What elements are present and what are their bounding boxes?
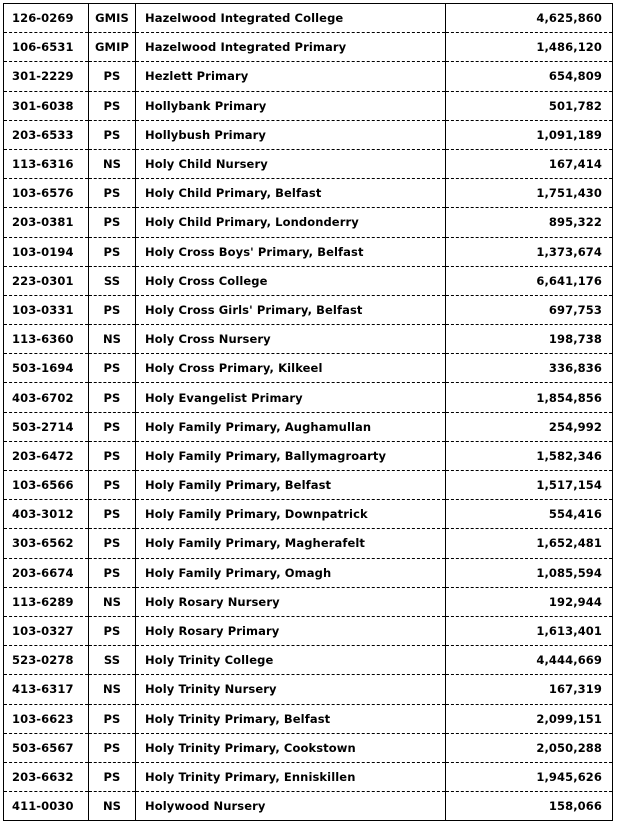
funding-amount-cell: 167,414: [446, 149, 613, 178]
funding-amount-cell: 2,099,151: [446, 704, 613, 733]
school-reference-cell: 301-6038: [4, 91, 89, 120]
school-reference-cell: 503-6567: [4, 733, 89, 762]
school-reference-cell: 203-6533: [4, 120, 89, 149]
funding-amount-cell: 1,085,594: [446, 558, 613, 587]
table-row: [4, 471, 613, 500]
school-name-cell: Holy Cross Boys' Primary, Belfast: [136, 237, 446, 266]
school-reference-cell: 403-3012: [4, 500, 89, 529]
table-row: [4, 179, 613, 208]
table-row: [4, 558, 613, 587]
table-row: [4, 587, 613, 616]
school-reference-cell: 106-6531: [4, 33, 89, 62]
school-type-cell: NS: [89, 587, 136, 616]
school-reference-cell: 301-2229: [4, 62, 89, 91]
school-name-cell: Holy Trinity Primary, Cookstown: [136, 733, 446, 762]
school-reference-cell: 113-6289: [4, 587, 89, 616]
school-reference-cell: 203-6674: [4, 558, 89, 587]
table-row: [4, 266, 613, 295]
school-reference-cell: 103-6623: [4, 704, 89, 733]
school-type-cell: PS: [89, 120, 136, 149]
school-type-cell: PS: [89, 471, 136, 500]
school-type-cell: SS: [89, 646, 136, 675]
table-row: [4, 4, 613, 33]
school-name-cell: Holy Trinity Primary, Enniskillen: [136, 762, 446, 791]
table-row: [4, 237, 613, 266]
school-name-cell: Holy Cross College: [136, 266, 446, 295]
funding-amount-cell: 1,091,189: [446, 120, 613, 149]
funding-amount-cell: 1,613,401: [446, 616, 613, 645]
school-reference-cell: 203-0381: [4, 208, 89, 237]
table-row: [4, 354, 613, 383]
funding-amount-cell: 654,809: [446, 62, 613, 91]
funding-amount-cell: 2,050,288: [446, 733, 613, 762]
school-name-cell: Holy Child Primary, Londonderry: [136, 208, 446, 237]
funding-amount-cell: 1,945,626: [446, 762, 613, 791]
table-row: [4, 91, 613, 120]
school-type-cell: GMIP: [89, 33, 136, 62]
table-row: [4, 762, 613, 791]
school-name-cell: Hollybush Primary: [136, 120, 446, 149]
funding-amount-cell: 254,992: [446, 412, 613, 441]
school-type-cell: NS: [89, 792, 136, 821]
table-body: [4, 4, 613, 821]
table-row: [4, 120, 613, 149]
table-row: [4, 412, 613, 441]
school-reference-cell: 523-0278: [4, 646, 89, 675]
school-name-cell: Holy Child Primary, Belfast: [136, 179, 446, 208]
school-name-cell: Holy Trinity College: [136, 646, 446, 675]
school-reference-cell: 203-6632: [4, 762, 89, 791]
table-row: [4, 792, 613, 821]
school-type-cell: PS: [89, 237, 136, 266]
school-reference-cell: 223-0301: [4, 266, 89, 295]
table-row: [4, 704, 613, 733]
funding-amount-cell: 1,582,346: [446, 441, 613, 470]
school-reference-cell: 411-0030: [4, 792, 89, 821]
school-name-cell: Holy Child Nursery: [136, 149, 446, 178]
school-funding-table: [3, 3, 613, 821]
funding-amount-cell: 4,444,669: [446, 646, 613, 675]
school-name-cell: Holy Cross Girls' Primary, Belfast: [136, 295, 446, 324]
funding-amount-cell: 501,782: [446, 91, 613, 120]
school-reference-cell: 103-0194: [4, 237, 89, 266]
school-name-cell: Holy Family Primary, Belfast: [136, 471, 446, 500]
school-type-cell: NS: [89, 149, 136, 178]
school-name-cell: Holy Trinity Nursery: [136, 675, 446, 704]
table-row: [4, 500, 613, 529]
table-row: [4, 675, 613, 704]
school-reference-cell: 103-6576: [4, 179, 89, 208]
school-name-cell: Holy Family Primary, Downpatrick: [136, 500, 446, 529]
funding-amount-cell: 6,641,176: [446, 266, 613, 295]
school-reference-cell: 103-0331: [4, 295, 89, 324]
school-type-cell: SS: [89, 266, 136, 295]
funding-amount-cell: 1,486,120: [446, 33, 613, 62]
school-name-cell: Holy Family Primary, Ballymagroarty: [136, 441, 446, 470]
table-row: [4, 616, 613, 645]
school-type-cell: PS: [89, 412, 136, 441]
table-row: [4, 325, 613, 354]
school-name-cell: Hollybank Primary: [136, 91, 446, 120]
school-type-cell: PS: [89, 62, 136, 91]
funding-amount-cell: 336,836: [446, 354, 613, 383]
table-row: [4, 295, 613, 324]
funding-amount-cell: 198,738: [446, 325, 613, 354]
school-type-cell: PS: [89, 616, 136, 645]
school-type-cell: PS: [89, 354, 136, 383]
school-reference-cell: 103-0327: [4, 616, 89, 645]
school-type-cell: PS: [89, 441, 136, 470]
school-name-cell: Hazelwood Integrated Primary: [136, 33, 446, 62]
table-row: [4, 33, 613, 62]
school-type-cell: NS: [89, 325, 136, 354]
funding-amount-cell: 1,517,154: [446, 471, 613, 500]
funding-amount-cell: 167,319: [446, 675, 613, 704]
school-type-cell: PS: [89, 91, 136, 120]
school-reference-cell: 126-0269: [4, 4, 89, 33]
table-row: [4, 149, 613, 178]
funding-amount-cell: 192,944: [446, 587, 613, 616]
school-type-cell: PS: [89, 383, 136, 412]
school-name-cell: Holy Cross Nursery: [136, 325, 446, 354]
school-name-cell: Holy Rosary Primary: [136, 616, 446, 645]
school-name-cell: Holy Trinity Primary, Belfast: [136, 704, 446, 733]
school-type-cell: PS: [89, 733, 136, 762]
table-row: [4, 733, 613, 762]
school-name-cell: Holy Family Primary, Aughamullan: [136, 412, 446, 441]
school-reference-cell: 403-6702: [4, 383, 89, 412]
school-type-cell: PS: [89, 500, 136, 529]
school-name-cell: Holy Family Primary, Omagh: [136, 558, 446, 587]
school-name-cell: Holy Evangelist Primary: [136, 383, 446, 412]
school-type-cell: PS: [89, 704, 136, 733]
school-name-cell: Holy Rosary Nursery: [136, 587, 446, 616]
school-reference-cell: 113-6316: [4, 149, 89, 178]
school-reference-cell: 413-6317: [4, 675, 89, 704]
school-reference-cell: 503-2714: [4, 412, 89, 441]
funding-amount-cell: 158,066: [446, 792, 613, 821]
table-row: [4, 383, 613, 412]
school-type-cell: PS: [89, 295, 136, 324]
table-row: [4, 441, 613, 470]
funding-amount-cell: 697,753: [446, 295, 613, 324]
school-name-cell: Holywood Nursery: [136, 792, 446, 821]
school-type-cell: PS: [89, 179, 136, 208]
school-type-cell: NS: [89, 675, 136, 704]
school-reference-cell: 103-6566: [4, 471, 89, 500]
school-type-cell: PS: [89, 762, 136, 791]
school-type-cell: PS: [89, 529, 136, 558]
table-row: [4, 208, 613, 237]
school-reference-cell: 203-6472: [4, 441, 89, 470]
table-row: [4, 646, 613, 675]
school-name-cell: Hezlett Primary: [136, 62, 446, 91]
school-name-cell: Holy Cross Primary, Kilkeel: [136, 354, 446, 383]
school-reference-cell: 303-6562: [4, 529, 89, 558]
school-type-cell: PS: [89, 208, 136, 237]
school-reference-cell: 503-1694: [4, 354, 89, 383]
funding-amount-cell: 895,322: [446, 208, 613, 237]
funding-amount-cell: 554,416: [446, 500, 613, 529]
school-name-cell: Holy Family Primary, Magherafelt: [136, 529, 446, 558]
table-row: [4, 62, 613, 91]
school-name-cell: Hazelwood Integrated College: [136, 4, 446, 33]
funding-amount-cell: 1,373,674: [446, 237, 613, 266]
funding-amount-cell: 1,652,481: [446, 529, 613, 558]
school-type-cell: PS: [89, 558, 136, 587]
table-row: [4, 529, 613, 558]
funding-amount-cell: 1,751,430: [446, 179, 613, 208]
school-type-cell: GMIS: [89, 4, 136, 33]
funding-amount-cell: 1,854,856: [446, 383, 613, 412]
school-reference-cell: 113-6360: [4, 325, 89, 354]
funding-amount-cell: 4,625,860: [446, 4, 613, 33]
